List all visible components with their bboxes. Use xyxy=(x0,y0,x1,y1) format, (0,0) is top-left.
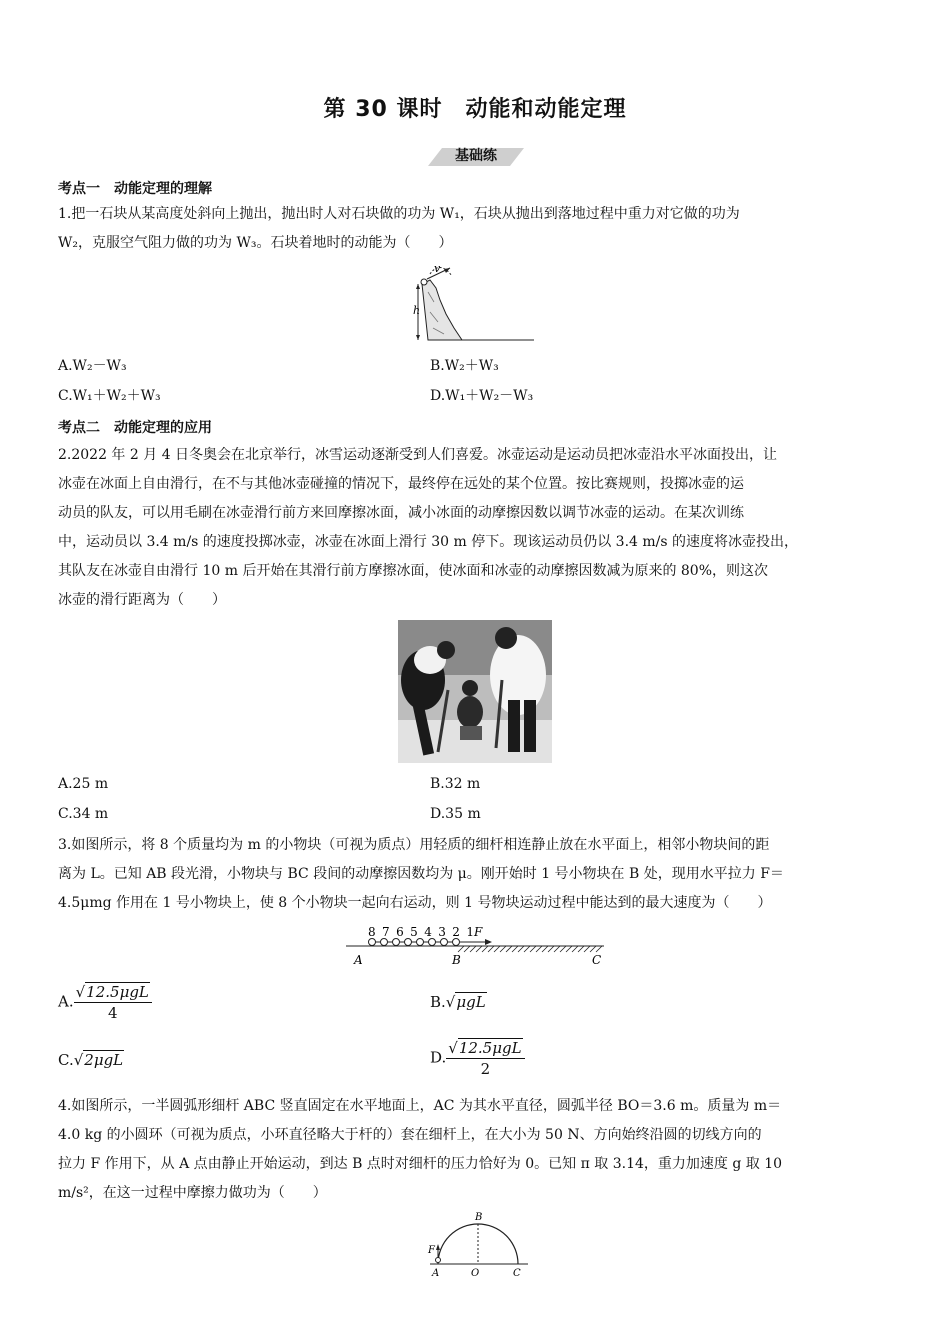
q3-option-a-denominator: 4 xyxy=(107,1004,118,1022)
velocity-label: v xyxy=(434,262,441,275)
q3-option-d-fraction: $\frac{\text{√12.5μgL}}{2}$ xyxy=(446,1038,524,1079)
question-3-line-2: 离为 L。已知 AB 段光滑，小物块与 BC 段间的动摩擦因数均为 μ。刚开始时 1 号小物块在 B 处，现用水平拉力 F＝ xyxy=(58,866,784,882)
point-b-label: B xyxy=(475,1212,483,1223)
question-4-line-3: 拉力 F 作用下，从 A 点由静止开始运动，到达 B 点时对细杆的压力恰好为 0。已知 π 取 3.14，重力加速度 g 取 10 xyxy=(58,1156,783,1172)
question-2 xyxy=(58,441,892,615)
semicircle-rod-figure xyxy=(420,1208,536,1280)
q2-option-c[interactable]: C.34 m xyxy=(58,806,109,822)
q3-option-a[interactable] xyxy=(58,982,152,1023)
q3-option-a-prefix: A. xyxy=(58,992,74,1011)
question-2-line-1: 2.2022 年 2 月 4 日冬奥会在北京举行，冰雪运动逐渐受到人们喜爱。冰壶运动是运动员把冰壶沿水平冰面投出，让 xyxy=(58,447,778,463)
point-a-label: A xyxy=(432,1268,440,1279)
blocks-on-track-figure xyxy=(340,924,610,970)
question-2-line-2: 冰壶在冰面上自由滑行，在不与其他冰壶碰撞的情况下，最终停在远处的某个位置。按比赛规则，投掷冰壶的运 xyxy=(58,476,744,492)
section-heading-2: 考点二 动能定理的应用 xyxy=(58,420,212,436)
question-2-line-6: 冰壶的滑行距离为（ ） xyxy=(58,592,226,608)
question-1 xyxy=(58,200,892,258)
question-2-line-5: 其队友在冰壶自由滑行 10 m 后开始在其滑行前方摩擦冰面，使冰面和冰壶的动摩擦因数减为原来的 80%，则这次 xyxy=(58,563,769,579)
question-4 xyxy=(58,1092,892,1208)
q2-option-b[interactable]: B.32 m xyxy=(430,776,481,792)
q1-option-c[interactable]: C.W₁＋W₂＋W₃ xyxy=(58,388,161,404)
q3-option-b-radicand: μgL xyxy=(456,993,486,1011)
cliff-throw-figure xyxy=(400,262,540,346)
q3-option-d-prefix: D. xyxy=(430,1048,447,1067)
q1-option-a[interactable]: A.W₂－W₃ xyxy=(58,358,127,374)
question-4-line-1: 4.如图所示，一半圆弧形细杆 ABC 竖直固定在水平地面上，AC 为其水平直径，圆弧半径 BO＝3.6 m。质量为 m＝ xyxy=(58,1098,782,1114)
q1-option-b[interactable]: B.W₂＋W₃ xyxy=(430,358,499,374)
question-1-line-2: W₂，克服空气阻力做的功为 W₃。石块着地时的动能为（ ） xyxy=(58,235,453,251)
center-o-label: O xyxy=(471,1268,480,1279)
q3-option-c[interactable]: C.√2μgL xyxy=(58,1051,124,1069)
section-heading-1: 考点一 动能定理的理解 xyxy=(58,181,212,197)
block-numbers: 8 7 6 5 4 3 2 1 xyxy=(368,925,476,939)
question-3-line-1: 3.如图所示，将 8 个质量均为 m 的小物块（可视为质点）用轻质的细杆相连静止放在水平面上，相邻小物块间的距 xyxy=(58,837,770,853)
curling-photo xyxy=(398,620,552,763)
q3-option-c-prefix: C. xyxy=(58,1051,74,1069)
height-label: h xyxy=(413,304,421,317)
q3-option-a-radicand: 12.5μgL xyxy=(86,983,149,1001)
q3-option-a-fraction: $\frac{\text{√12.5μgL}}{4}$ xyxy=(74,982,152,1023)
point-a-label: A xyxy=(354,953,363,967)
q3-option-b[interactable]: B.√μgL xyxy=(430,993,486,1011)
force-label: F xyxy=(428,1245,435,1256)
force-label: F xyxy=(474,925,483,939)
question-4-line-2: 4.0 kg 的小圆环（可视为质点，小环直径略大于杆的）套在细杆上，在大小为 50 N、方向始终沿圆的切线方向的 xyxy=(58,1127,762,1143)
question-4-line-4: m/s²，在这一过程中摩擦力做功为（ ） xyxy=(58,1185,327,1201)
question-2-line-4: 中，运动员以 3.4 m/s 的速度投掷冰壶，冰壶在冰面上滑行 30 m 停下。现该运动员仍以 3.4 m/s 的速度将冰壶投出， xyxy=(58,534,799,550)
page-title: 第 30 课时 动能和动能定理 xyxy=(323,97,627,122)
q1-option-d[interactable]: D.W₁＋W₂－W₃ xyxy=(430,388,534,404)
question-2-line-3: 动员的队友，可以用毛刷在冰壶滑行前方来回摩擦冰面，减小冰面的动摩擦因数以调节冰壶的运动。在某次训练 xyxy=(58,505,744,521)
point-c-label: C xyxy=(513,1268,521,1279)
q3-option-d-radicand: 12.5μgL xyxy=(458,1039,522,1057)
q3-option-b-prefix: B. xyxy=(430,993,446,1011)
q2-option-a[interactable]: A.25 m xyxy=(58,776,109,792)
q3-option-d[interactable] xyxy=(430,1038,525,1079)
q3-option-d-denominator: 2 xyxy=(480,1060,491,1078)
question-1-line-1: 1.把一石块从某高度处斜向上抛出，抛出时人对石块做的功为 W₁，石块从抛出到落地过程中重力对它做的功为 xyxy=(58,206,740,222)
question-3 xyxy=(58,831,892,918)
point-c-label: C xyxy=(592,953,602,967)
question-3-line-3: 4.5μmg 作用在 1 号小物块上，使 8 个小物块一起向右运动，则 1 号物块运动过程中能达到的最大速度为（ ） xyxy=(58,895,772,911)
point-b-label: B xyxy=(452,953,461,967)
q3-option-c-radicand: 2μgL xyxy=(84,1051,124,1069)
section-badge: 基础练 xyxy=(455,148,497,164)
q2-option-d[interactable]: D.35 m xyxy=(430,806,481,822)
